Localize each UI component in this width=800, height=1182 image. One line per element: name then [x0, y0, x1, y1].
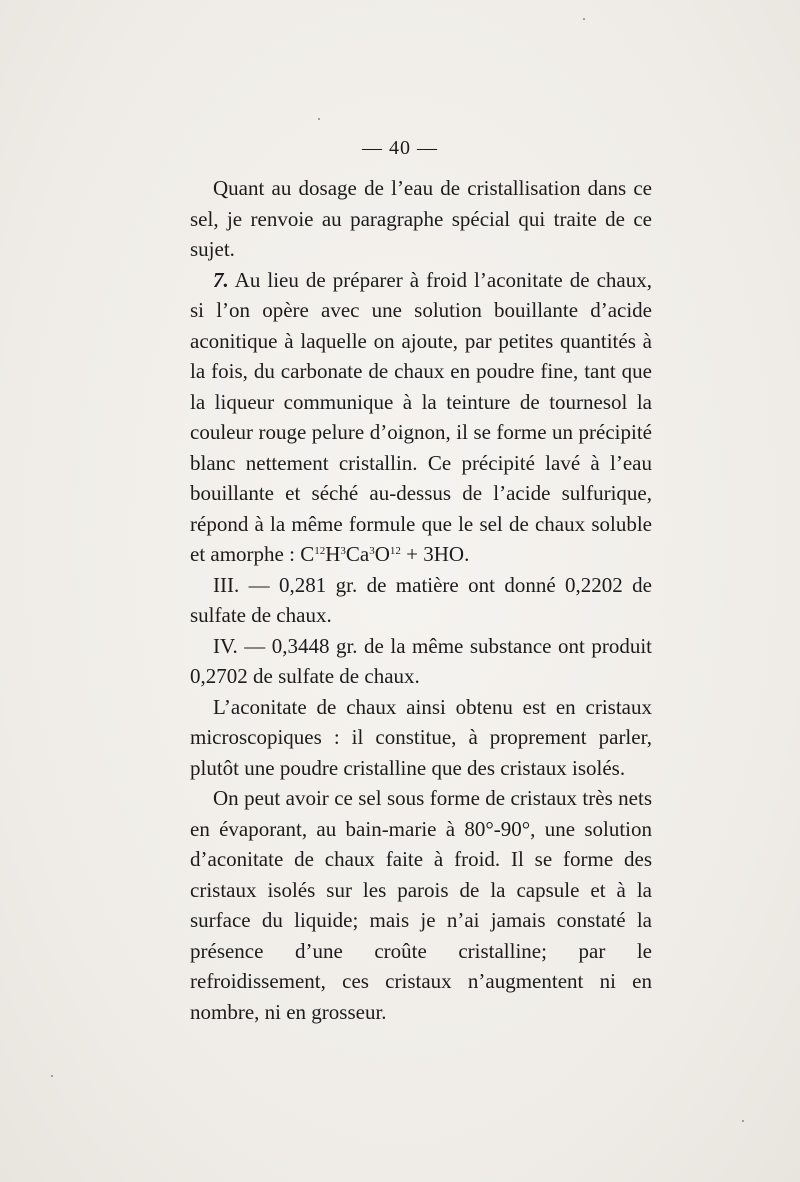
- paragraph-dosage: Quant au dosage de l’eau de cristallisation dans ce sel, je renvoie au paragraphe spécial qui traite de ce sujet.: [190, 176, 652, 261]
- formula-c-sub: 12: [314, 545, 326, 557]
- formula-c: C: [300, 542, 315, 566]
- chemical-formula: [300, 542, 469, 566]
- section-7-text: Au lieu de préparer à froid l’aconitate de chaux, si l’on opère avec une solution bouillante d’acide aconitique à laquelle on ajoute, par petites quantités à la fois, du carbonate de chaux en poudre fine, tant que la liqueur communique à la teinture de tournesol la couleur rouge pelure d’oignon, il se forme un précipité blanc nettement cristallin. Ce précipité lavé à l’eau bouillante et séché au-dessus de l’acide sulfurique, répond à la même formule que le sel de chaux soluble et amorphe :: [190, 267, 652, 566]
- formula-h: H: [325, 542, 341, 566]
- paper-speck: [51, 1075, 53, 1077]
- paragraph-aconitate: L’aconitate de chaux ainsi obtenu est en cristaux microscopiques : il constitue, à proprement parler, plutôt une poudre cristalline que des cristaux isolés.: [190, 694, 652, 780]
- formula-ca: Ca: [345, 542, 370, 566]
- formula-ca-sub: 3: [369, 545, 375, 557]
- formula-rest: + 3HO.: [400, 542, 470, 566]
- paper-speck: [742, 1120, 744, 1122]
- paragraph-evaporation: On peut avoir ce sel sous forme de cristaux très nets en évaporant, au bain-marie à 80°-90°, une solution d’aconitate de chaux faite à froid. Il se forme des cristaux isolés sur les parois de la capsule et à la surface du liquide; mais je n’ai jamais constaté la présence d’une croûte cristalline; par le refroidissement, ces cristaux n’augmentent ni en nombre, ni en grosseur.: [190, 786, 652, 1024]
- formula-o-sub: 12: [389, 545, 401, 557]
- paragraph-section-7: [190, 265, 652, 570]
- page-number: — 40 —: [362, 137, 438, 159]
- formula-h-sub: 3: [340, 545, 346, 557]
- formula-o: O: [374, 542, 390, 566]
- paper-speck: [318, 118, 320, 120]
- analysis-iv: IV. — 0,3448 gr. de la même substance ont produit 0,2702 de sulfate de chaux.: [190, 633, 652, 688]
- analysis-iii: III. — 0,281 gr. de matière ont donné 0,2202 de sulfate de chaux.: [190, 572, 652, 627]
- paper-speck: [583, 18, 585, 20]
- body-text: [190, 173, 652, 1027]
- section-number: 7.: [213, 267, 229, 292]
